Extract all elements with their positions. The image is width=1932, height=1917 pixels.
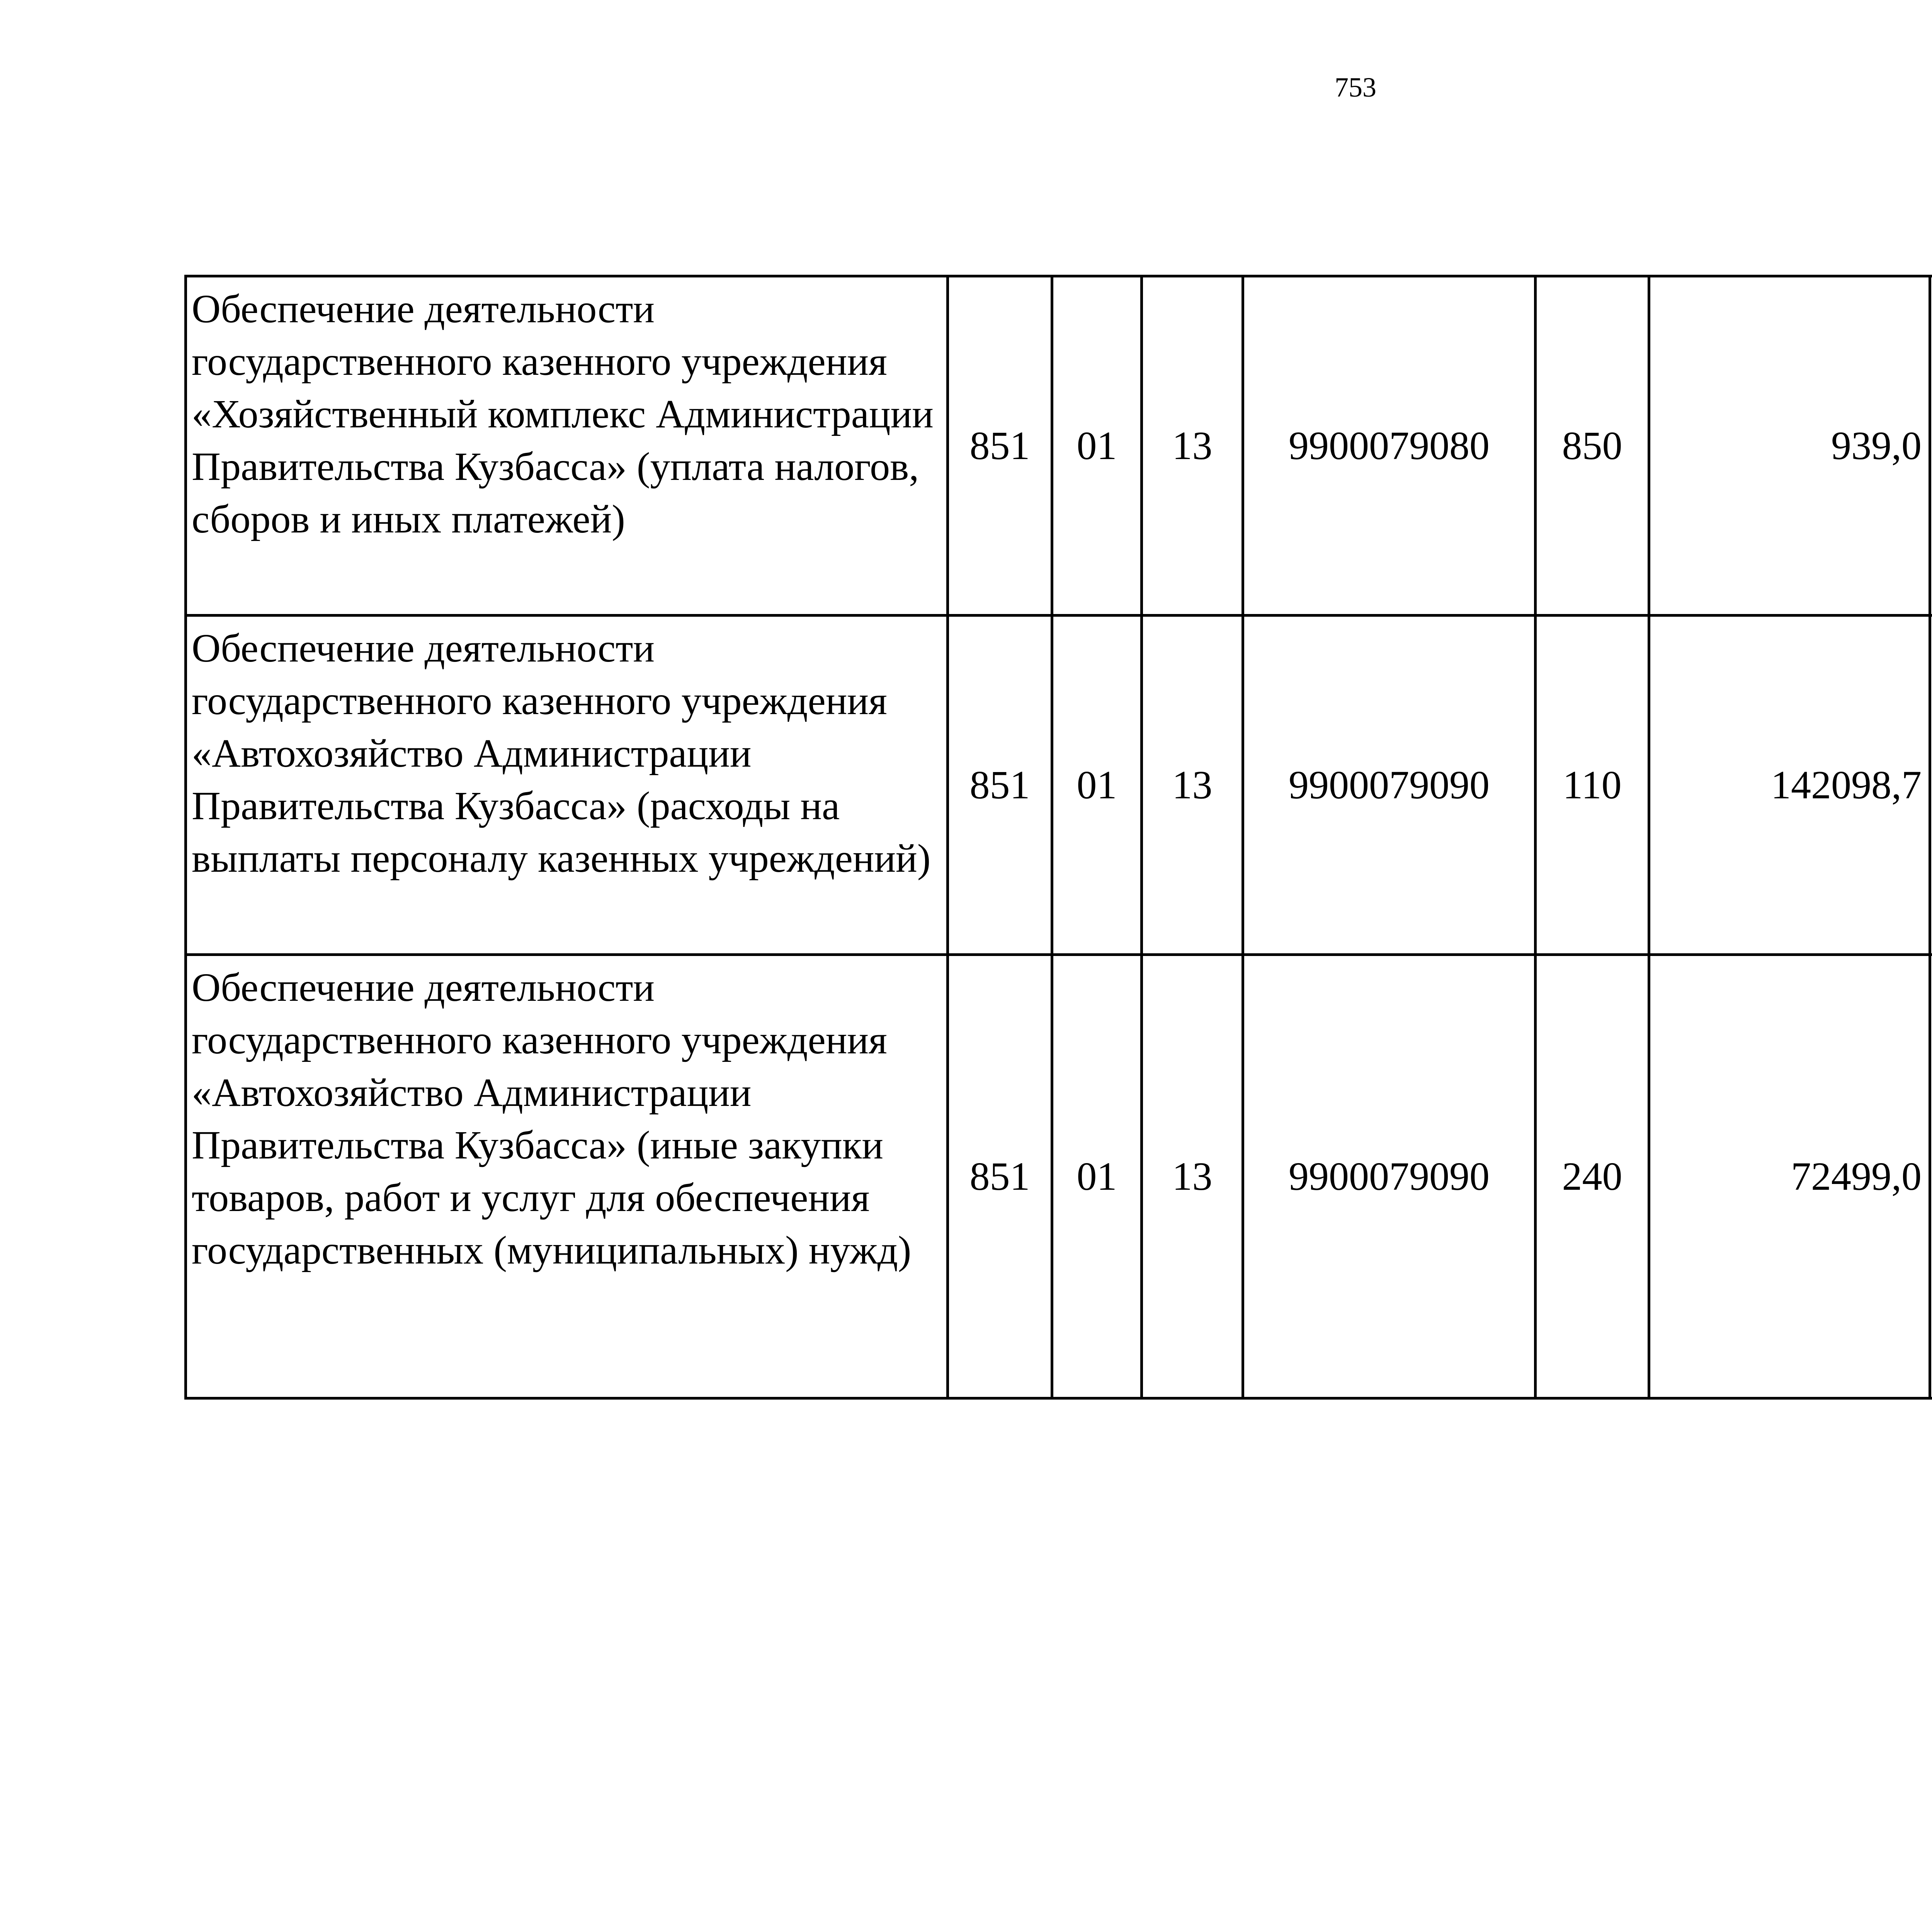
section-code: 01 — [1052, 276, 1142, 616]
section-code: 01 — [1052, 955, 1142, 1398]
expense-type-code: 240 — [1536, 955, 1649, 1398]
subsection-code: 13 — [1142, 276, 1243, 616]
section-code: 01 — [1052, 616, 1142, 955]
amount-year-2 — [1930, 616, 1932, 955]
ministry-code: 851 — [948, 955, 1052, 1398]
expense-description: Обеспечение деятельности государственного казенного учреждения «Автохозяйство Администрации Правительства Кузбасса» (иные закупки товаров, работ и услуг для обеспечения государственных (муниципальных) нужд) — [186, 955, 948, 1398]
amount-year-1: 142098,7 — [1649, 616, 1930, 955]
expense-description: Обеспечение деятельности государственного казенного учреждения «Хозяйственный комплекс Администрации Правительства Кузбасса» (уплата налогов, сборов и иных платежей) — [186, 276, 948, 616]
target-article-code: 9900079090 — [1243, 616, 1536, 955]
expense-description: Обеспечение деятельности государственного казенного учреждения «Автохозяйство Администрации Правительства Кузбасса» (расходы на выплаты персоналу казенных учреждений) — [186, 616, 948, 955]
subsection-code: 13 — [1142, 955, 1243, 1398]
ministry-code: 851 — [948, 276, 1052, 616]
expense-type-code: 110 — [1536, 616, 1649, 955]
page-number: 753 — [1335, 72, 1376, 103]
amount-year-2 — [1930, 955, 1932, 1398]
amount-year-1: 939,0 — [1649, 276, 1930, 616]
table-row — [186, 276, 1932, 616]
table-row — [186, 616, 1932, 955]
expense-type-code: 850 — [1536, 276, 1649, 616]
target-article-code: 9900079090 — [1243, 955, 1536, 1398]
target-article-code: 9900079080 — [1243, 276, 1536, 616]
subsection-code: 13 — [1142, 616, 1243, 955]
budget-table — [184, 275, 1932, 1400]
amount-year-1: 72499,0 — [1649, 955, 1930, 1398]
table-row — [186, 955, 1932, 1398]
ministry-code: 851 — [948, 616, 1052, 955]
amount-year-2 — [1930, 276, 1932, 616]
